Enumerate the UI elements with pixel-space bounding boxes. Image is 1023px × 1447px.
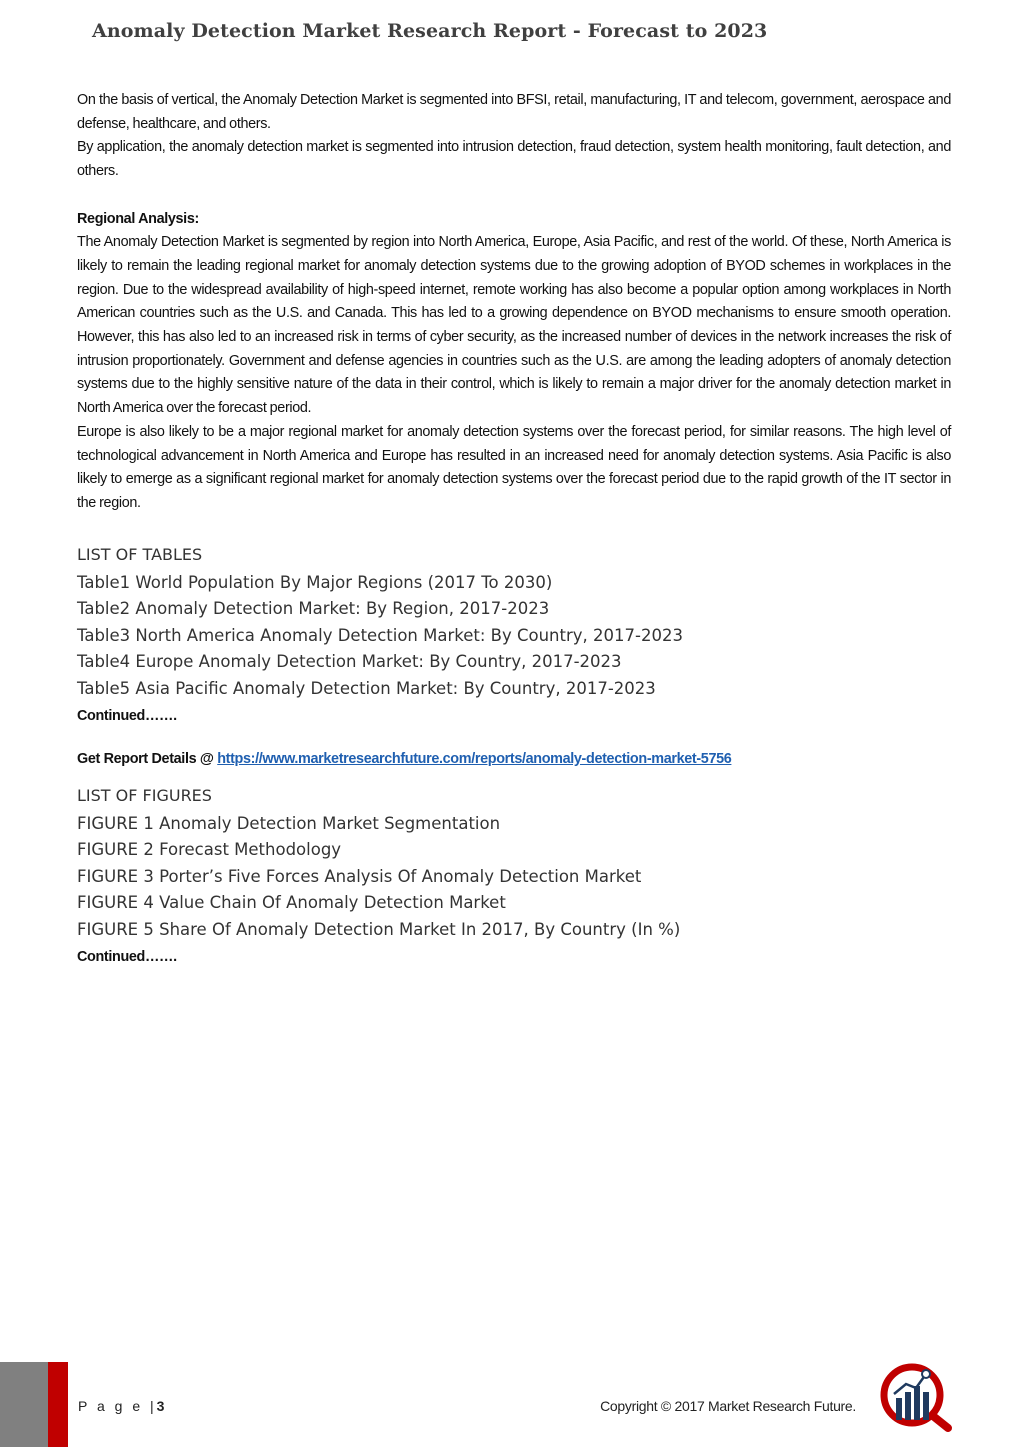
- figure-list-item: FIGURE 2 Forecast Methodology: [77, 840, 342, 860]
- regional-paragraph-north-america: The Anomaly Detection Market is segmented by region into North America, Europe, Asia Pacific, and rest of the world. Of these, North America is likely to remain the leading regional market for anomaly detection systems due to the growing adoption of BYOD schemes in workplaces in the region. Due to the widespread availability of high-speed internet, remote working has also become a popular option among workplaces in North American countries such as the U.S. and Canada. This has led to a growing dependence on BYOD mechanisms to ensure smooth operation. However, this has also led to an increased risk in terms of cyber security, as the increased number of devices in the network increases the risk of intrusion proportionately. Government and defense agencies in countries such as the U.S. are among the leading adopters of anomaly detection systems due to the highly sensitive nature of the data in their control, which is likely to remain a major driver for the anomaly detection market in North America over the forecast period.: [77, 234, 951, 417]
- figure-list-item: FIGURE 3 Porter’s Five Forces Analysis Of Anomaly Detection Market: [77, 866, 642, 886]
- page-label-text: P a g e |: [78, 1398, 157, 1414]
- page-number-label: [78, 1398, 164, 1414]
- page-number: 3: [156, 1398, 165, 1414]
- tables-continued: Continued…….: [77, 707, 177, 724]
- intro-paragraph-vertical: On the basis of vertical, the Anomaly Detection Market is segmented into BFSI, retail, manufacturing, IT and telecom, government, aerospace and defense, healthcare, and others.: [77, 92, 951, 132]
- intro-paragraph-application: By application, the anomaly detection market is segmented into intrusion detection, fraud detection, system health monitoring, fault detection, and others.: [77, 139, 951, 180]
- list-of-tables-heading: LIST OF TABLES: [77, 544, 203, 564]
- footer-gray-bar: [0, 1362, 48, 1447]
- figure-list-item: FIGURE 1 Anomaly Detection Market Segmentation: [77, 813, 501, 833]
- table-list-item: Table3 North America Anomaly Detection Market: By Country, 2017-2023: [77, 625, 683, 645]
- table-list-item: Table1 World Population By Major Regions (2017 To 2030): [77, 572, 553, 592]
- report-details-label: Get Report Details @: [77, 750, 218, 767]
- regional-paragraph-europe-apac: Europe is also likely to be a major regional market for anomaly detection systems over the forecast period, for similar reasons. The high level of technological advancement in North America and Europe has resulted in an increased need for anomaly detection systems. Asia Pacific is also likely to emerge as a significant regional market for anomaly detection systems over the forecast period due to the rapid growth of the IT sector in the region.: [77, 423, 951, 511]
- footer-red-bar: [48, 1362, 68, 1447]
- report-details-link[interactable]: https://www.marketresearchfuture.com/reports/anomaly-detection-market-5756: [217, 750, 732, 767]
- copyright-text: Copyright © 2017 Market Research Future.: [600, 1398, 856, 1414]
- list-of-figures-heading: LIST OF FIGURES: [77, 785, 212, 805]
- figure-list-item: FIGURE 4 Value Chain Of Anomaly Detection Market: [77, 893, 506, 913]
- regional-analysis-heading: Regional Analysis:: [77, 210, 199, 227]
- report-details-line: [77, 747, 951, 771]
- table-list-item: Table5 Asia Pacific Anomaly Detection Market: By Country, 2017-2023: [77, 679, 656, 699]
- market-research-future-logo-icon: [876, 1362, 954, 1432]
- page-content: [77, 89, 951, 970]
- figure-list-item: FIGURE 5 Share Of Anomaly Detection Market In 2017, By Country (In %): [77, 919, 681, 939]
- figures-continued: Continued…….: [77, 948, 177, 965]
- table-list-item: Table2 Anomaly Detection Market: By Region, 2017-2023: [77, 599, 550, 619]
- table-list-item: Table4 Europe Anomaly Detection Market: By Country, 2017-2023: [77, 652, 622, 672]
- document-title: Anomaly Detection Market Research Report - Forecast to 2023: [92, 20, 768, 42]
